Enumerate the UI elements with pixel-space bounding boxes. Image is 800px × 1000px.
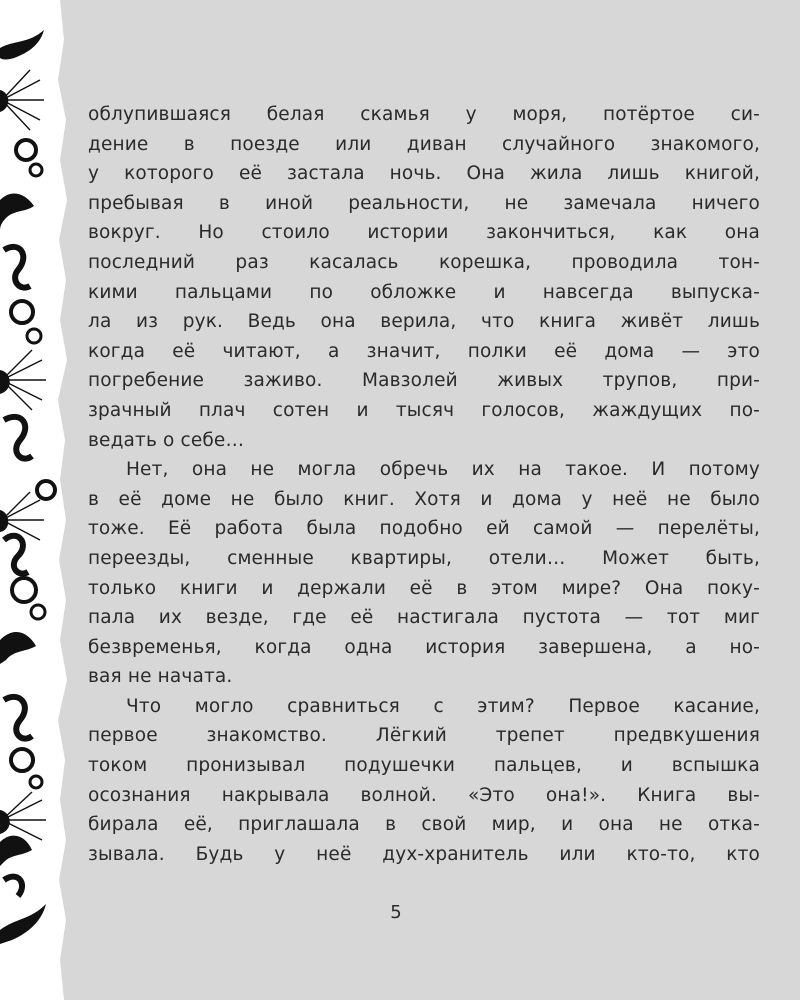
text-line: пребывая в иной реальности, не замечала ничего: [88, 192, 760, 214]
text-line: током пронизывал подушечки пальцев, и вспышка: [88, 755, 760, 777]
body-text: [88, 100, 760, 869]
text-line: у которого её застала ночь. Она жила лишь книгой,: [88, 163, 760, 185]
text-line: Что могло сравниться с этим? Первое касание,: [126, 695, 760, 717]
text-line: осознания накрывала волной. «Это она!». Книга вы-: [88, 784, 760, 806]
text-line: первое знакомство. Лёгкий трепет предвкушения: [88, 725, 760, 747]
text-line: дение в поезде или диван случайного знакомого,: [88, 133, 760, 155]
text-line: бирала её, приглашала в свой мир, и она не отка-: [88, 814, 760, 836]
text-line: облупившаяся белая скамья у моря, потёртое си-: [88, 104, 760, 125]
text-line: в её доме не было книг. Хотя и дома у неё не было: [88, 488, 760, 510]
text-line: тоже. Её работа была подобно ей самой — перелёты,: [88, 518, 760, 540]
text-line: вая не начата.: [88, 666, 233, 688]
text-line: зрачный плач сотен и тысяч голосов, жаждущих по-: [88, 399, 760, 421]
text-line: вокруг. Но стоило истории закончиться, как она: [88, 222, 760, 244]
text-line: погребение заживо. Мавзолей живых трупов, при-: [88, 370, 760, 392]
text-line: переезды, сменные квартиры, отели… Может быть,: [88, 547, 760, 569]
page-number: 5: [390, 902, 402, 923]
text-line: зывала. Будь у неё дух-хранитель или кто-то, кто: [88, 843, 760, 865]
text-line: кими пальцами по обложке и навсегда выпуска-: [88, 281, 760, 303]
decorative-ornament-border: [0, 0, 72, 1000]
text-line: пала их везде, где её настигала пустота — тот миг: [88, 607, 760, 629]
text-line: ла из рук. Ведь она верила, что книга живёт лишь: [88, 311, 760, 333]
text-line: последний раз касалась корешка, проводила тон-: [88, 251, 760, 273]
text-line: ведать о себе…: [88, 429, 245, 451]
text-line: безвременья, когда одна история завершена, а но-: [88, 636, 760, 658]
text-line: Нет, она не могла обречь их на такое. И потому: [126, 459, 760, 481]
text-line: когда её читают, а значит, полки её дома — это: [88, 340, 760, 362]
text-line: только книги и держали её в этом мире? Она поку-: [88, 577, 760, 599]
